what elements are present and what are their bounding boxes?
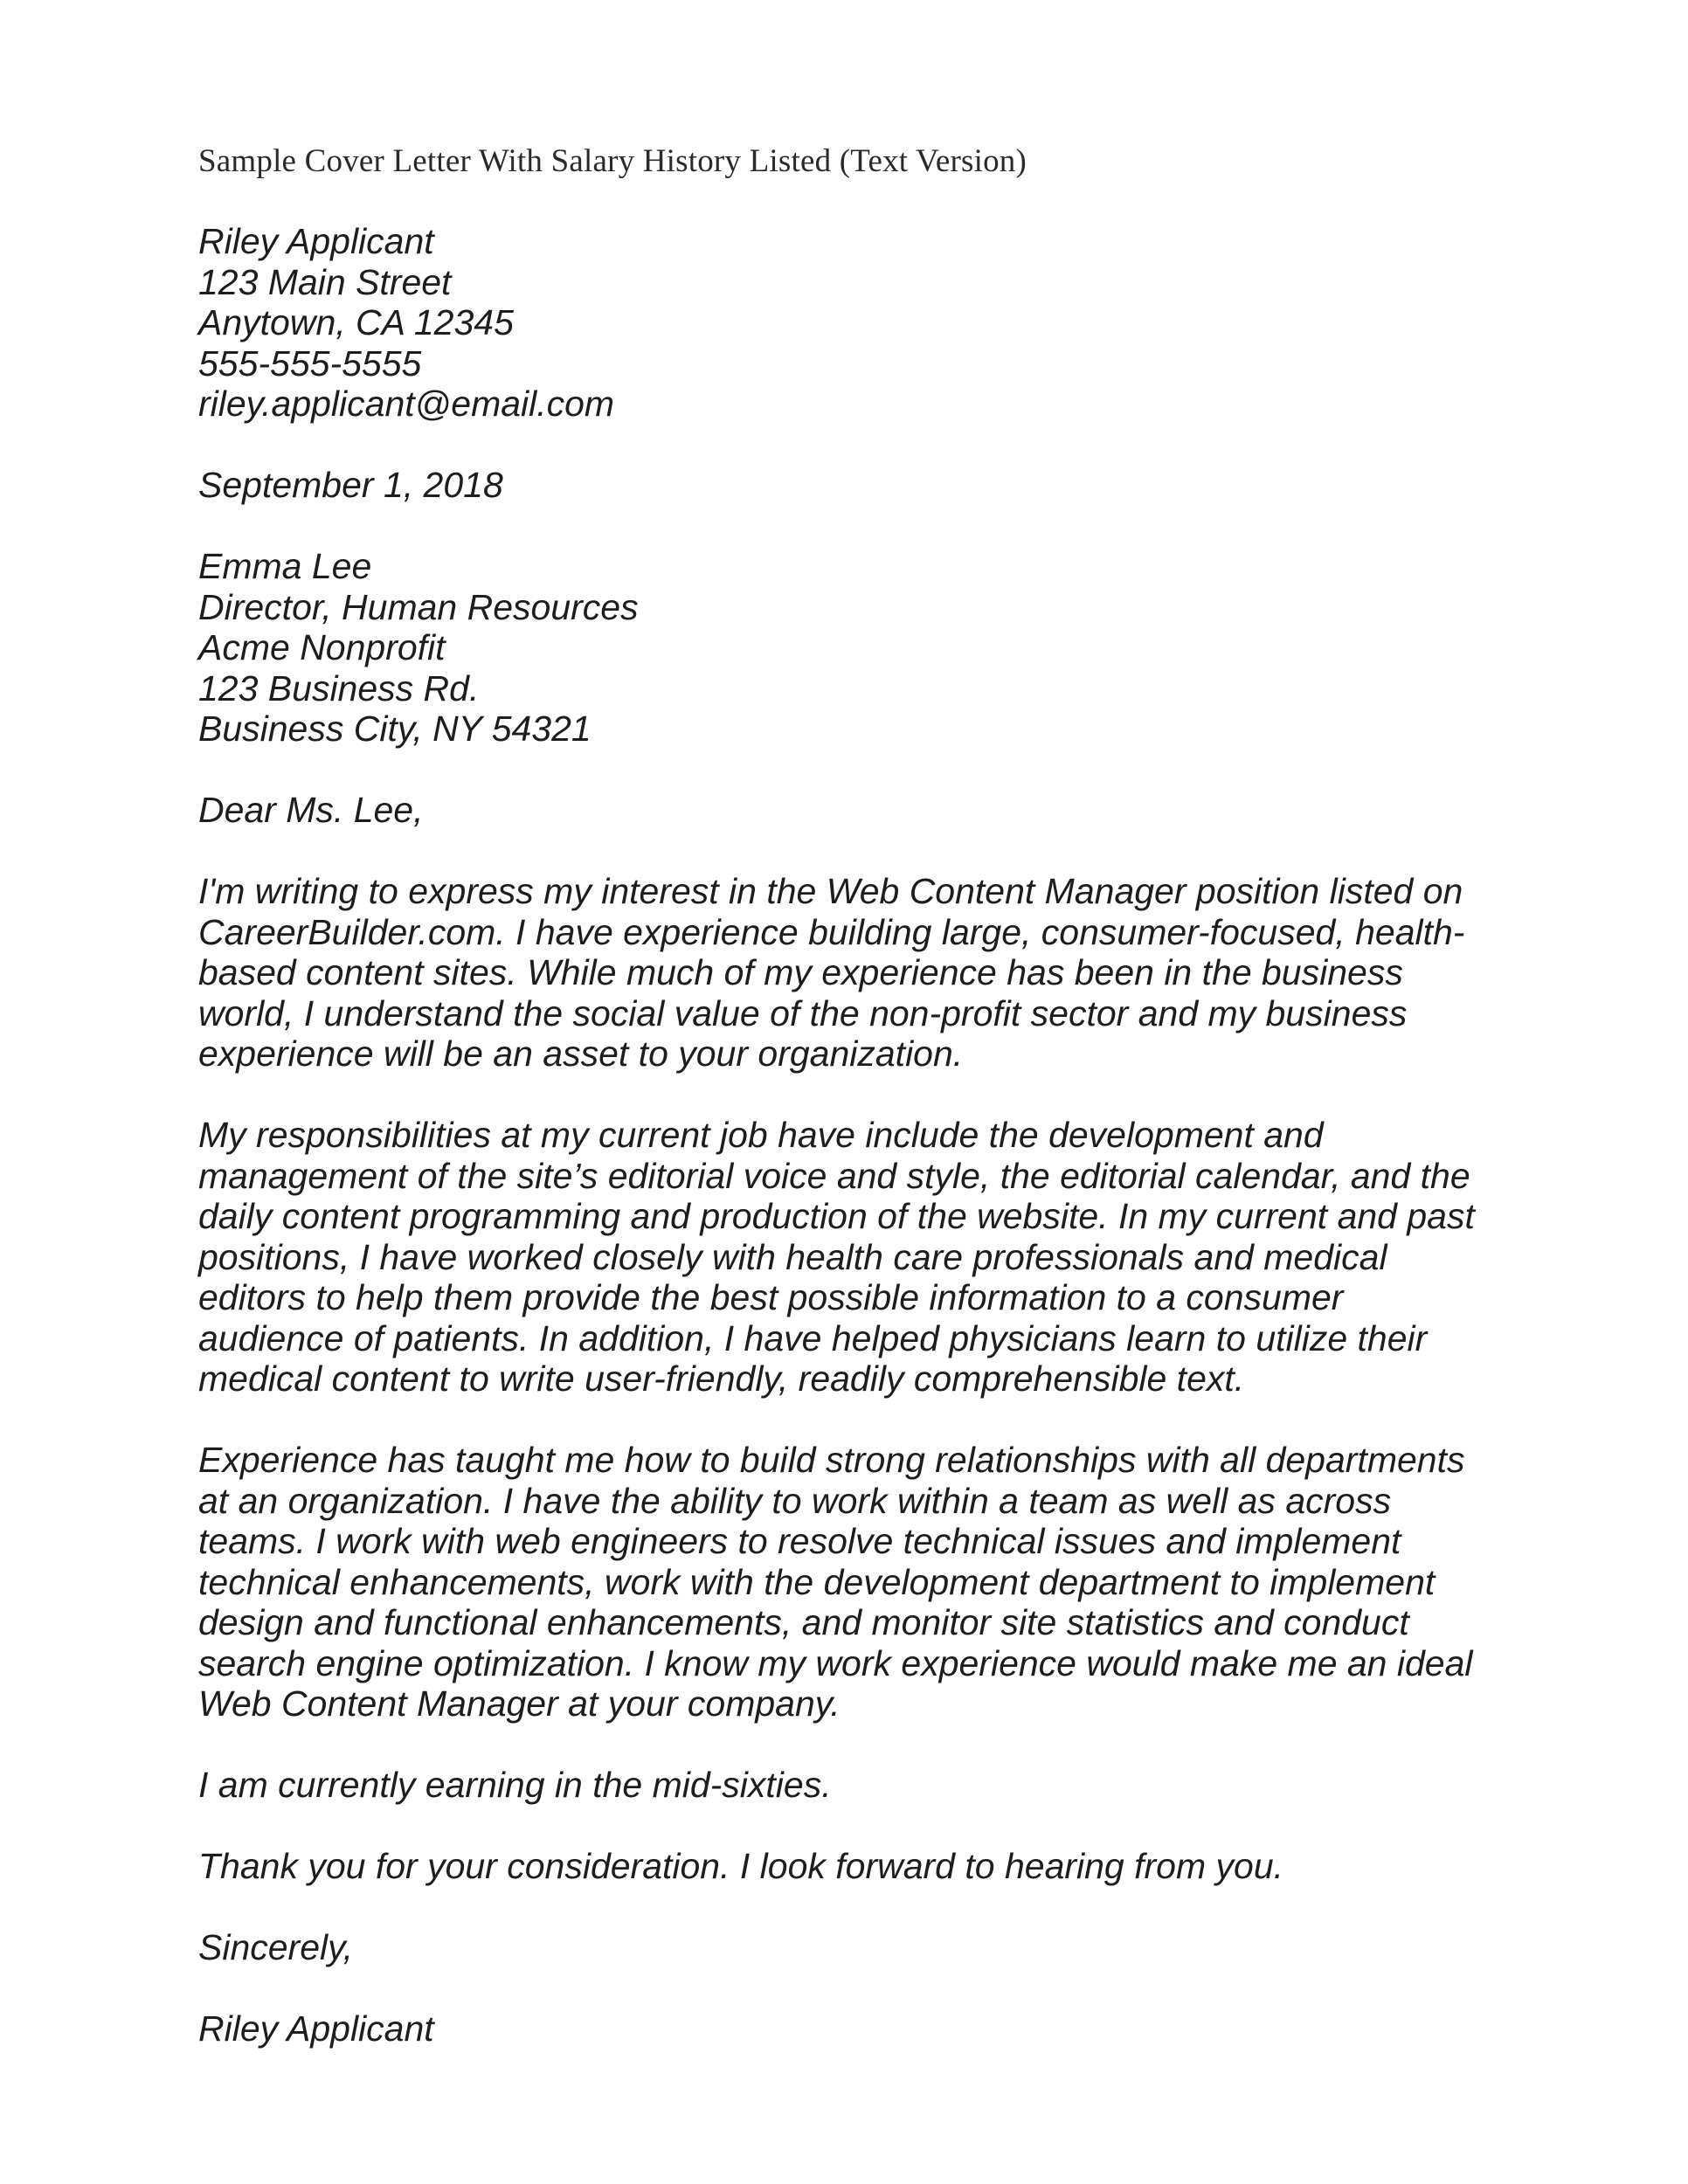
letter-date: September 1, 2018 [198, 465, 503, 505]
body-paragraph-5: Thank you for your consideration. I look forward to hearing from you. [198, 1846, 1284, 1886]
sender-email: riley.applicant@email.com [198, 384, 615, 424]
closing: Sincerely, [198, 1927, 353, 1967]
salutation: Dear Ms. Lee, [198, 790, 424, 830]
recipient-job-title: Director, Human Resources [198, 586, 639, 627]
body-paragraph-1: I'm writing to express my interest in the Web Content Manager position listed on CareerBuilder.com. I have experience building large, consumer-focused, health-based content sites. While much of my experience has been in the business world, I understand the social value of the non-profit sector and my business experience will be an asset to your organization. [198, 871, 1465, 1074]
recipient-address-block [198, 546, 1491, 750]
sender-city-state-zip: Anytown, CA 12345 [198, 302, 514, 342]
letter-content [198, 221, 1491, 2049]
sender-name: Riley Applicant [198, 221, 434, 261]
sender-phone: 555-555-5555 [198, 342, 422, 384]
body-paragraph-2: My responsibilities at my current job have include the development and management of the site’s editorial voice and style, the editorial calendar, and the daily content programming and production of the website. In my current and past positions, I have worked closely with health care professionals and medical editors to help them provide the best possible information to a consumer audience of patients. In addition, I have helped physicians learn to utilize their medical content to write user-friendly, readily comprehensible text. [198, 1115, 1475, 1399]
body-paragraph-4: I am currently earning in the mid-sixties. [198, 1765, 832, 1805]
sender-street: 123 Main Street [198, 261, 452, 302]
recipient-organization: Acme Nonprofit [198, 627, 446, 667]
recipient-street: 123 Business Rd. [198, 667, 480, 708]
body-paragraph-3: Experience has taught me how to build strong relationships with all departments at an organization. I have the ability to work within a team as well as across teams. I work with web engineers to resolve technical issues and implement technical enhancements, work with the development department to implement design and functional enhancements, and monitor site statistics and conduct search engine optimization. I know my work experience would make me an ideal Web Content Manager at your company. [198, 1440, 1473, 1724]
sender-address-block [198, 221, 1491, 425]
signature-name: Riley Applicant [198, 2008, 434, 2049]
recipient-name: Emma Lee [198, 546, 372, 586]
recipient-city-state-zip: Business City, NY 54321 [198, 708, 591, 749]
document-title: Sample Cover Letter With Salary History Listed (Text Version) [198, 143, 1027, 179]
